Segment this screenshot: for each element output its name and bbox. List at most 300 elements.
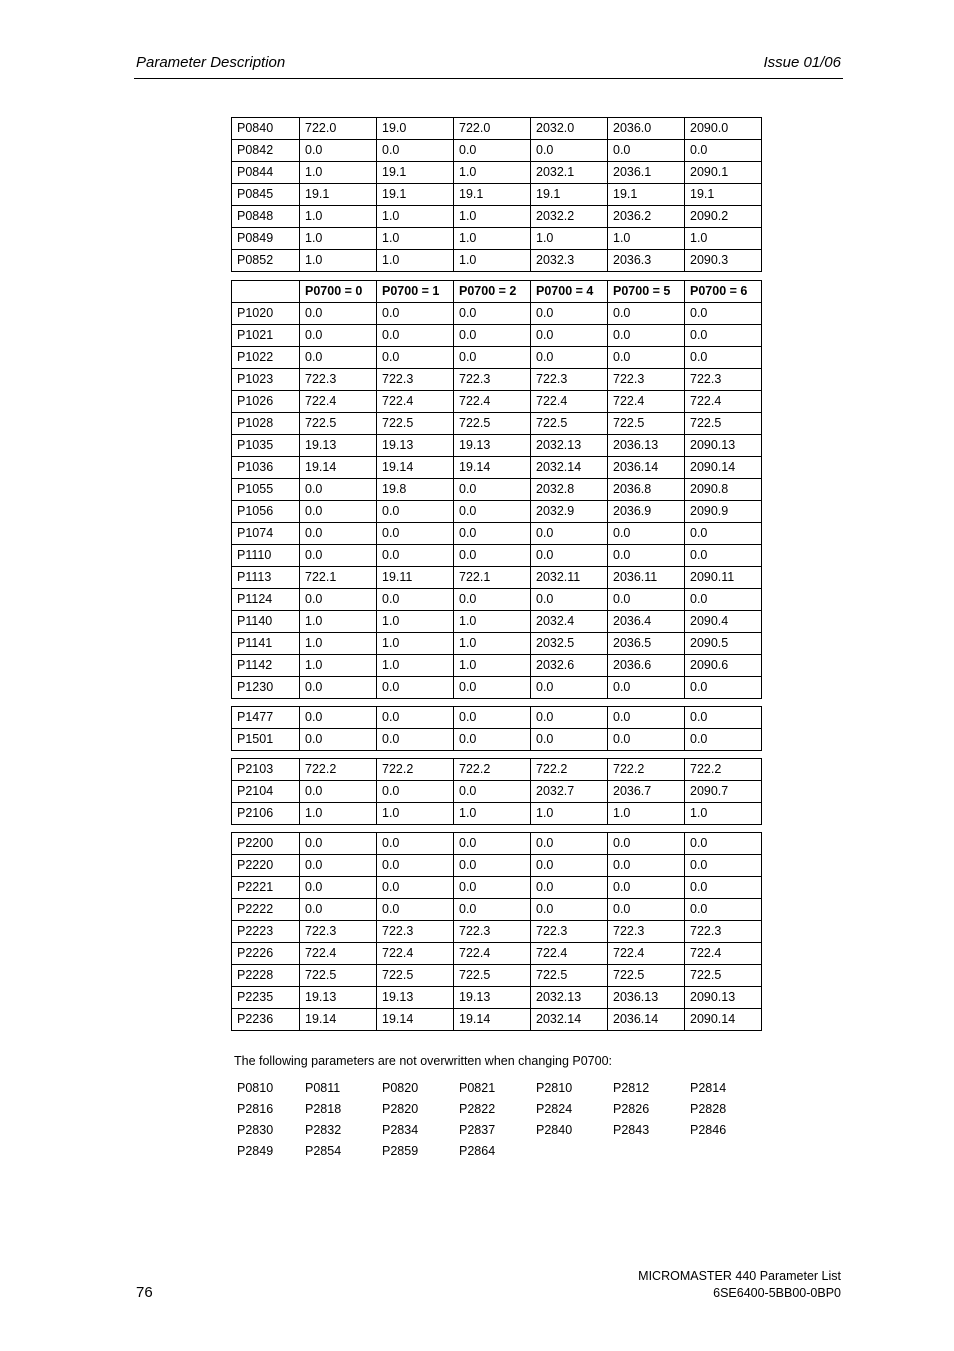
- value-cell: 0.0: [300, 545, 377, 567]
- value-cell: 0.0: [454, 855, 531, 877]
- value-cell: 0.0: [300, 589, 377, 611]
- value-cell: 722.3: [377, 921, 454, 943]
- value-cell: P0700 = 0: [300, 281, 377, 303]
- value-cell: 0.0: [685, 677, 762, 699]
- parameter-cell: P2223: [232, 921, 300, 943]
- value-cell: 0.0: [300, 707, 377, 729]
- value-cell: P0700 = 6: [685, 281, 762, 303]
- value-cell: 2032.11: [531, 567, 608, 589]
- table-row: [232, 118, 762, 140]
- value-cell: 0.0: [377, 729, 454, 751]
- table-row: [232, 391, 762, 413]
- value-cell: 0.0: [531, 677, 608, 699]
- value-cell: 1.0: [377, 611, 454, 633]
- value-cell: 1.0: [300, 611, 377, 633]
- table-row: [232, 707, 762, 729]
- parameter-list-item: P2834: [382, 1123, 419, 1137]
- table-header-row: [232, 281, 762, 303]
- value-cell: 722.5: [454, 965, 531, 987]
- value-cell: 0.0: [531, 325, 608, 347]
- table-row: [232, 677, 762, 699]
- value-cell: 0.0: [608, 303, 685, 325]
- value-cell: 0.0: [608, 545, 685, 567]
- value-cell: 0.0: [454, 707, 531, 729]
- parameter-cell: P2235: [232, 987, 300, 1009]
- value-cell: 2032.9: [531, 501, 608, 523]
- table-row: [232, 611, 762, 633]
- value-cell: 1.0: [377, 633, 454, 655]
- parameter-cell: P1021: [232, 325, 300, 347]
- parameter-cell: P1501: [232, 729, 300, 751]
- value-cell: 19.1: [454, 184, 531, 206]
- table-row: [232, 965, 762, 987]
- value-cell: 19.14: [300, 457, 377, 479]
- value-cell: 19.13: [377, 987, 454, 1009]
- parameter-table-3: [231, 706, 762, 751]
- value-cell: 722.0: [454, 118, 531, 140]
- value-cell: 2032.14: [531, 1009, 608, 1031]
- value-cell: 0.0: [685, 347, 762, 369]
- value-cell: 1.0: [454, 633, 531, 655]
- value-cell: 722.4: [685, 391, 762, 413]
- value-cell: 0.0: [454, 781, 531, 803]
- value-cell: 722.5: [685, 413, 762, 435]
- value-cell: 0.0: [685, 325, 762, 347]
- parameter-list-item: P2832: [305, 1123, 342, 1137]
- parameter-cell: [232, 281, 300, 303]
- table-row: [232, 633, 762, 655]
- value-cell: 0.0: [377, 707, 454, 729]
- parameter-cell: P1028: [232, 413, 300, 435]
- parameter-list-row: [232, 1120, 762, 1141]
- value-cell: 19.13: [454, 435, 531, 457]
- value-cell: 1.0: [300, 162, 377, 184]
- not-overwritten-note: The following parameters are not overwritten when changing P0700:: [234, 1054, 612, 1068]
- value-cell: 0.0: [300, 781, 377, 803]
- parameter-list-item: [685, 1141, 762, 1162]
- value-cell: 0.0: [300, 523, 377, 545]
- header-rule: [134, 78, 843, 79]
- value-cell: 2036.13: [608, 435, 685, 457]
- value-cell: 0.0: [454, 589, 531, 611]
- value-cell: 2090.7: [685, 781, 762, 803]
- value-cell: 19.13: [377, 435, 454, 457]
- parameter-cell: P2236: [232, 1009, 300, 1031]
- value-cell: 722.3: [531, 921, 608, 943]
- value-cell: P0700 = 4: [531, 281, 608, 303]
- value-cell: 0.0: [300, 501, 377, 523]
- table-row: [232, 589, 762, 611]
- value-cell: 2090.2: [685, 206, 762, 228]
- value-cell: 722.4: [685, 943, 762, 965]
- parameter-list-item: P2854: [305, 1144, 342, 1158]
- value-cell: 19.14: [377, 1009, 454, 1031]
- value-cell: 0.0: [608, 140, 685, 162]
- value-cell: 2090.9: [685, 501, 762, 523]
- value-cell: 722.3: [300, 369, 377, 391]
- value-cell: 0.0: [377, 899, 454, 921]
- value-cell: 2036.0: [608, 118, 685, 140]
- value-cell: 0.0: [300, 677, 377, 699]
- value-cell: 722.4: [300, 391, 377, 413]
- value-cell: 0.0: [377, 677, 454, 699]
- parameter-cell: P0849: [232, 228, 300, 250]
- value-cell: 2032.14: [531, 457, 608, 479]
- parameter-list-item: P2818: [305, 1102, 342, 1116]
- value-cell: 1.0: [300, 206, 377, 228]
- value-cell: 19.1: [377, 184, 454, 206]
- value-cell: 722.1: [300, 567, 377, 589]
- value-cell: 19.14: [454, 457, 531, 479]
- parameter-cell: P2103: [232, 759, 300, 781]
- table-row: [232, 435, 762, 457]
- value-cell: 722.4: [531, 391, 608, 413]
- parameter-cell: P1110: [232, 545, 300, 567]
- parameter-table-4: [231, 758, 762, 825]
- parameter-cell: P1036: [232, 457, 300, 479]
- value-cell: 2090.14: [685, 457, 762, 479]
- value-cell: 19.14: [454, 1009, 531, 1031]
- value-cell: 1.0: [377, 655, 454, 677]
- value-cell: 722.5: [531, 413, 608, 435]
- value-cell: 722.3: [377, 369, 454, 391]
- parameter-list-item: P2846: [690, 1123, 727, 1137]
- parameter-list-row: [232, 1099, 762, 1120]
- parameter-list-item: P0811: [305, 1081, 341, 1095]
- value-cell: 2090.13: [685, 987, 762, 1009]
- value-cell: 0.0: [377, 781, 454, 803]
- value-cell: 2032.0: [531, 118, 608, 140]
- parameter-cell: P1020: [232, 303, 300, 325]
- value-cell: 19.14: [377, 457, 454, 479]
- table-row: [232, 303, 762, 325]
- value-cell: P0700 = 5: [608, 281, 685, 303]
- value-cell: 0.0: [454, 347, 531, 369]
- value-cell: 2090.6: [685, 655, 762, 677]
- parameter-cell: P1022: [232, 347, 300, 369]
- value-cell: 722.5: [608, 965, 685, 987]
- value-cell: 0.0: [531, 855, 608, 877]
- parameter-cell: P1035: [232, 435, 300, 457]
- value-cell: 2036.14: [608, 457, 685, 479]
- value-cell: 1.0: [377, 803, 454, 825]
- value-cell: 0.0: [608, 833, 685, 855]
- value-cell: 1.0: [685, 228, 762, 250]
- value-cell: 1.0: [300, 633, 377, 655]
- value-cell: 722.5: [377, 413, 454, 435]
- value-cell: 722.2: [531, 759, 608, 781]
- value-cell: 0.0: [377, 833, 454, 855]
- value-cell: 19.13: [300, 987, 377, 1009]
- value-cell: 0.0: [377, 325, 454, 347]
- table-row: [232, 803, 762, 825]
- parameter-list-item: P2826: [613, 1102, 650, 1116]
- value-cell: 722.2: [685, 759, 762, 781]
- value-cell: 0.0: [685, 833, 762, 855]
- parameter-cell: P1477: [232, 707, 300, 729]
- value-cell: 0.0: [531, 523, 608, 545]
- value-cell: 0.0: [608, 677, 685, 699]
- value-cell: 0.0: [454, 501, 531, 523]
- parameter-table-5: [231, 832, 762, 1031]
- value-cell: 722.3: [608, 369, 685, 391]
- value-cell: 722.4: [608, 943, 685, 965]
- value-cell: 0.0: [377, 877, 454, 899]
- value-cell: 722.4: [608, 391, 685, 413]
- footer-product: MICROMASTER 440 Parameter List: [638, 1269, 841, 1283]
- parameter-cell: P2220: [232, 855, 300, 877]
- table-row: [232, 781, 762, 803]
- parameter-list-item: P2812: [613, 1081, 650, 1095]
- parameter-cell: P0845: [232, 184, 300, 206]
- value-cell: 0.0: [377, 347, 454, 369]
- value-cell: 0.0: [377, 855, 454, 877]
- parameter-cell: P1124: [232, 589, 300, 611]
- value-cell: 0.0: [300, 325, 377, 347]
- value-cell: 0.0: [531, 899, 608, 921]
- parameter-cell: P1230: [232, 677, 300, 699]
- parameter-list-item: P2843: [613, 1123, 650, 1137]
- parameter-cell: P2200: [232, 833, 300, 855]
- table-row: [232, 855, 762, 877]
- value-cell: 722.2: [300, 759, 377, 781]
- parameter-cell: P2228: [232, 965, 300, 987]
- value-cell: 722.4: [454, 391, 531, 413]
- value-cell: 0.0: [531, 833, 608, 855]
- table-row: [232, 523, 762, 545]
- parameter-list-item: P2816: [237, 1102, 274, 1116]
- value-cell: 0.0: [454, 303, 531, 325]
- parameter-list-item: P2837: [459, 1123, 496, 1137]
- value-cell: 1.0: [454, 803, 531, 825]
- footer-order-number: 6SE6400-5BB00-0BP0: [713, 1286, 841, 1300]
- value-cell: 0.0: [377, 589, 454, 611]
- value-cell: 722.4: [300, 943, 377, 965]
- value-cell: 0.0: [300, 347, 377, 369]
- value-cell: 0.0: [377, 303, 454, 325]
- table-row: [232, 228, 762, 250]
- page-number: 76: [136, 1284, 153, 1301]
- value-cell: 0.0: [454, 877, 531, 899]
- value-cell: 0.0: [608, 855, 685, 877]
- value-cell: 1.0: [531, 228, 608, 250]
- table-row: [232, 325, 762, 347]
- value-cell: 0.0: [608, 325, 685, 347]
- value-cell: 0.0: [608, 877, 685, 899]
- value-cell: 0.0: [454, 479, 531, 501]
- value-cell: 1.0: [454, 228, 531, 250]
- table-row: [232, 479, 762, 501]
- value-cell: 0.0: [685, 589, 762, 611]
- value-cell: 0.0: [300, 899, 377, 921]
- value-cell: 0.0: [608, 347, 685, 369]
- value-cell: 2036.8: [608, 479, 685, 501]
- value-cell: 1.0: [454, 206, 531, 228]
- value-cell: 722.4: [377, 391, 454, 413]
- parameter-list-item: P0821: [459, 1081, 496, 1095]
- parameter-table-1: [231, 117, 762, 272]
- value-cell: 2032.1: [531, 162, 608, 184]
- table-row: [232, 655, 762, 677]
- parameter-cell: P2226: [232, 943, 300, 965]
- parameter-list-item: P2822: [459, 1102, 496, 1116]
- value-cell: 722.5: [685, 965, 762, 987]
- value-cell: 0.0: [685, 899, 762, 921]
- value-cell: 1.0: [300, 250, 377, 272]
- parameter-cell: P2221: [232, 877, 300, 899]
- parameter-cell: P1141: [232, 633, 300, 655]
- table-row: [232, 184, 762, 206]
- value-cell: 0.0: [531, 303, 608, 325]
- parameter-cell: P1074: [232, 523, 300, 545]
- table-row: [232, 140, 762, 162]
- value-cell: 0.0: [531, 877, 608, 899]
- value-cell: 19.13: [300, 435, 377, 457]
- value-cell: 0.0: [685, 140, 762, 162]
- value-cell: 0.0: [685, 303, 762, 325]
- table-row: [232, 250, 762, 272]
- value-cell: 722.3: [608, 921, 685, 943]
- value-cell: 0.0: [377, 523, 454, 545]
- value-cell: 2036.6: [608, 655, 685, 677]
- parameter-cell: P1055: [232, 479, 300, 501]
- value-cell: 722.4: [377, 943, 454, 965]
- value-cell: 0.0: [531, 347, 608, 369]
- parameter-list-item: P2864: [459, 1144, 496, 1158]
- table-row: [232, 567, 762, 589]
- parameter-cell: P1023: [232, 369, 300, 391]
- value-cell: 0.0: [300, 303, 377, 325]
- value-cell: 0.0: [454, 523, 531, 545]
- value-cell: 0.0: [300, 855, 377, 877]
- parameter-list-item: P0810: [237, 1081, 274, 1095]
- value-cell: 0.0: [531, 140, 608, 162]
- table-row: [232, 1009, 762, 1031]
- parameter-list-item: P0820: [382, 1081, 419, 1095]
- running-header-title: Parameter Description: [136, 54, 286, 71]
- value-cell: 2036.5: [608, 633, 685, 655]
- value-cell: 0.0: [608, 707, 685, 729]
- parameter-cell: P0840: [232, 118, 300, 140]
- value-cell: 2090.11: [685, 567, 762, 589]
- table-row: [232, 759, 762, 781]
- value-cell: 2090.3: [685, 250, 762, 272]
- value-cell: 2032.7: [531, 781, 608, 803]
- value-cell: 0.0: [531, 545, 608, 567]
- parameter-list-item: P2828: [690, 1102, 727, 1116]
- value-cell: 19.0: [377, 118, 454, 140]
- value-cell: 19.14: [300, 1009, 377, 1031]
- value-cell: 0.0: [300, 729, 377, 751]
- value-cell: 1.0: [300, 803, 377, 825]
- value-cell: 1.0: [454, 655, 531, 677]
- value-cell: 1.0: [300, 228, 377, 250]
- value-cell: 722.2: [454, 759, 531, 781]
- value-cell: 2090.4: [685, 611, 762, 633]
- parameter-cell: P1142: [232, 655, 300, 677]
- value-cell: 0.0: [531, 729, 608, 751]
- value-cell: 2090.8: [685, 479, 762, 501]
- value-cell: 2032.5: [531, 633, 608, 655]
- value-cell: 2036.7: [608, 781, 685, 803]
- table-row: [232, 899, 762, 921]
- value-cell: 1.0: [454, 250, 531, 272]
- value-cell: 2036.3: [608, 250, 685, 272]
- value-cell: 0.0: [608, 729, 685, 751]
- table-row: [232, 921, 762, 943]
- parameter-cell: P0852: [232, 250, 300, 272]
- value-cell: 19.1: [377, 162, 454, 184]
- value-cell: 722.4: [454, 943, 531, 965]
- value-cell: 0.0: [300, 877, 377, 899]
- value-cell: 722.5: [454, 413, 531, 435]
- value-cell: 722.3: [685, 369, 762, 391]
- value-cell: 2090.1: [685, 162, 762, 184]
- table-row: [232, 369, 762, 391]
- value-cell: 2090.0: [685, 118, 762, 140]
- value-cell: 2032.13: [531, 435, 608, 457]
- running-header-issue: Issue 01/06: [763, 54, 841, 71]
- value-cell: 722.5: [608, 413, 685, 435]
- value-cell: 0.0: [300, 140, 377, 162]
- value-cell: 722.5: [377, 965, 454, 987]
- value-cell: 2090.5: [685, 633, 762, 655]
- table-row: [232, 545, 762, 567]
- value-cell: 0.0: [454, 833, 531, 855]
- value-cell: 0.0: [608, 899, 685, 921]
- value-cell: P0700 = 2: [454, 281, 531, 303]
- value-cell: 19.11: [377, 567, 454, 589]
- value-cell: 2036.11: [608, 567, 685, 589]
- value-cell: 0.0: [454, 729, 531, 751]
- value-cell: 1.0: [454, 611, 531, 633]
- value-cell: 1.0: [685, 803, 762, 825]
- value-cell: 2032.2: [531, 206, 608, 228]
- value-cell: 722.3: [685, 921, 762, 943]
- value-cell: 722.5: [300, 413, 377, 435]
- value-cell: 1.0: [377, 250, 454, 272]
- value-cell: 722.1: [454, 567, 531, 589]
- value-cell: 0.0: [454, 677, 531, 699]
- value-cell: 2032.13: [531, 987, 608, 1009]
- value-cell: 0.0: [300, 833, 377, 855]
- parameter-list-item: [531, 1141, 608, 1162]
- value-cell: 1.0: [608, 228, 685, 250]
- parameter-cell: P1026: [232, 391, 300, 413]
- value-cell: 2090.13: [685, 435, 762, 457]
- value-cell: 1.0: [300, 655, 377, 677]
- parameter-list-item: P2824: [536, 1102, 573, 1116]
- table-row: [232, 877, 762, 899]
- value-cell: 0.0: [685, 855, 762, 877]
- value-cell: 0.0: [608, 589, 685, 611]
- table-row: [232, 457, 762, 479]
- value-cell: 0.0: [608, 523, 685, 545]
- parameter-list-item: [608, 1141, 685, 1162]
- value-cell: 0.0: [531, 589, 608, 611]
- value-cell: 0.0: [685, 729, 762, 751]
- value-cell: 19.1: [531, 184, 608, 206]
- value-cell: 0.0: [685, 545, 762, 567]
- parameter-list-item: P2849: [237, 1144, 274, 1158]
- parameter-list-item: P2814: [690, 1081, 727, 1095]
- parameter-cell: P0842: [232, 140, 300, 162]
- value-cell: 0.0: [685, 707, 762, 729]
- parameter-cell: P2106: [232, 803, 300, 825]
- value-cell: 1.0: [377, 228, 454, 250]
- value-cell: 2036.1: [608, 162, 685, 184]
- value-cell: 0.0: [377, 501, 454, 523]
